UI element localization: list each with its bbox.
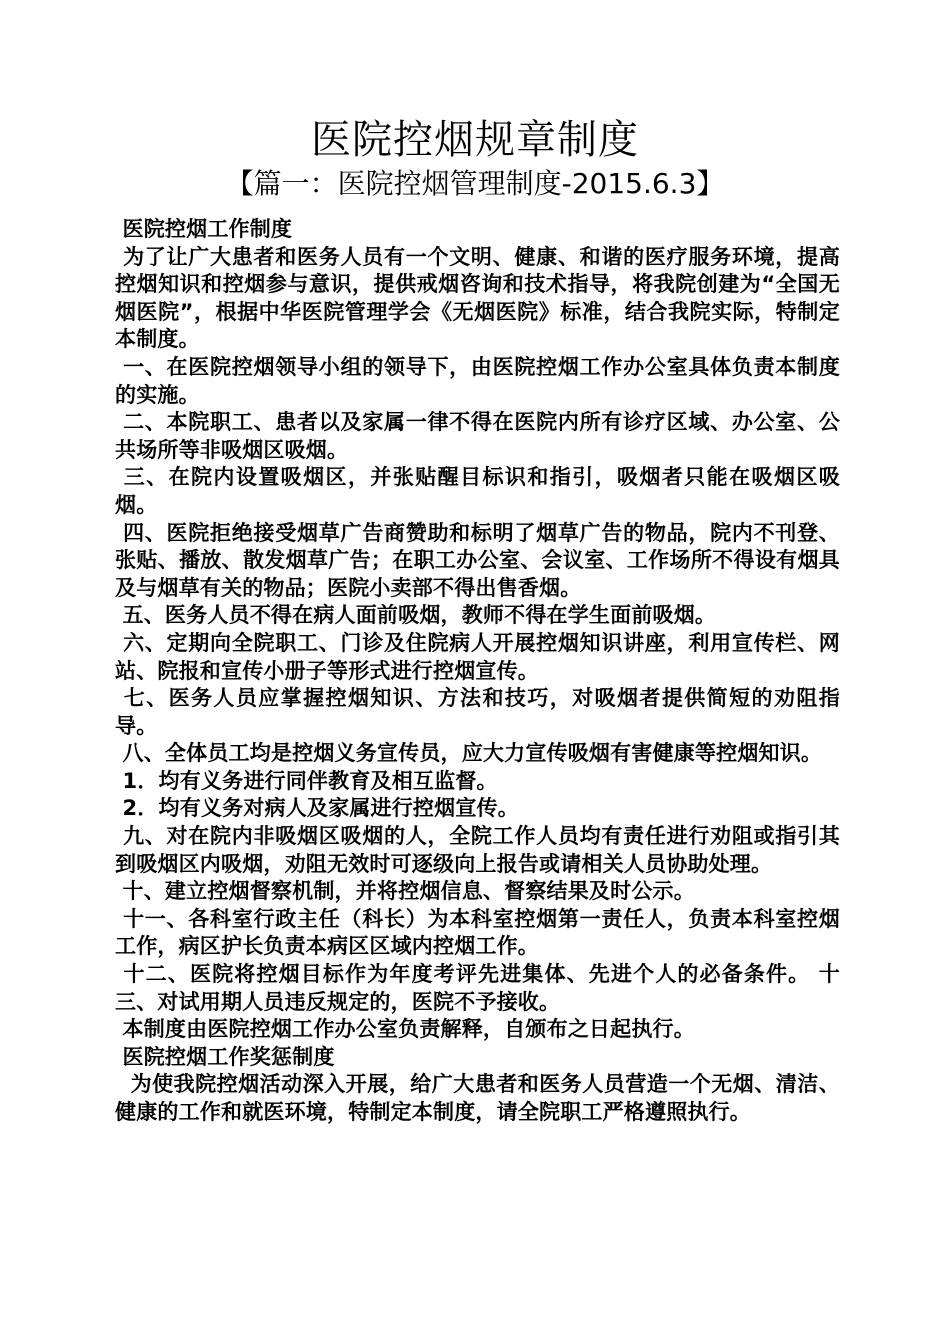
paragraph-rule-3: 三、在院内设置吸烟区，并张贴醒目标识和指引，吸烟者只能在吸烟区吸烟。 bbox=[115, 465, 840, 517]
document-title: 医院控烟规章制度 bbox=[311, 117, 639, 163]
document-body bbox=[115, 216, 840, 1127]
paragraph-rule-12-13: 十二、医院将控烟目标作为年度考评先进集体、先进个人的必备条件。 十三、对试用期人员违反规定的，医院不予接收。 bbox=[115, 962, 840, 1014]
paragraph-rule-6: 六、定期向全院职工、门诊及住院病人开展控烟知识讲座，利用宣传栏、网站、院报和宣传小册子等形式进行控烟宣传。 bbox=[115, 630, 840, 683]
paragraph-rule-5: 五、医务人员不得在病人面前吸烟，教师不得在学生面前吸烟。 bbox=[115, 603, 717, 628]
paragraph-interpretation: 本制度由医院控烟工作办公室负责解释，自颁布之日起执行。 bbox=[115, 1017, 695, 1042]
document-subtitle: 【篇一：医院控烟管理制度-2015.6.3】 bbox=[225, 167, 725, 200]
section-heading-work-rules: 医院控烟工作制度 bbox=[115, 217, 293, 241]
paragraph-rule-8: 八、全体员工均是控烟义务宣传员，应大力宣传吸烟有害健康等控烟知识。 bbox=[115, 741, 823, 766]
paragraph-rule-7: 七、医务人员应掌握控烟知识、方法和技巧，对吸烟者提供简短的劝阻指导。 bbox=[115, 686, 840, 738]
paragraph-rule-9: 九、对在院内非吸烟区吸烟的人，全院工作人员均有责任进行劝阻或指引其到吸烟区内吸烟，劝阻无效时可逐级向上报告或请相关人员协助处理。 bbox=[115, 824, 840, 876]
paragraph-intro: 为了让广大患者和医务人员有一个文明、健康、和谐的医疗服务环境，提高控烟知识和控烟参与意识，提供戒烟咨询和技术指导，将我院创建为“全国无烟医院”，根据中华医院管理学会《无烟医院》标准，结合我院实际，特制定本制度。 bbox=[115, 244, 840, 352]
paragraph-rule-8-item-1: 1．均有义务进行同伴教育及相互监督。 bbox=[115, 768, 498, 793]
paragraph-rule-4: 四、医院拒绝接受烟草广告商赞助和标明了烟草广告的物品，院内不刊登、张贴、播放、散发烟草广告；在职工办公室、会议室、工作场所不得设有烟具及与烟草有关的物品；医院小卖部不得出售香烟。 bbox=[115, 520, 840, 600]
paragraph-rule-1: 一、在医院控烟领导小组的领导下，由医院控烟工作办公室具体负责本制度的实施。 bbox=[115, 354, 840, 407]
section-heading-reward-rules: 医院控烟工作奖惩制度 bbox=[115, 1044, 335, 1069]
paragraph-rule-2: 二、本院职工、患者以及家属一律不得在医院内所有诊疗区域、办公室、公共场所等非吸烟区吸烟。 bbox=[115, 410, 840, 462]
paragraph-rule-11: 十一、各科室行政主任（科长）为本科室控烟第一责任人，负责本科室控烟工作，病区护长负责本病区区域内控烟工作。 bbox=[115, 906, 840, 959]
paragraph-reward-intro: 为使我院控烟活动深入开展，给广大患者和医务人员营造一个无烟、清洁、健康的工作和就医环境，特制定本制度，请全院职工严格遵照执行。 bbox=[115, 1072, 840, 1124]
paragraph-rule-10: 十、建立控烟督察机制，并将控烟信息、督察结果及时公示。 bbox=[115, 879, 695, 904]
paragraph-rule-8-item-2: 2．均有义务对病人及家属进行控烟宣传。 bbox=[115, 796, 519, 821]
